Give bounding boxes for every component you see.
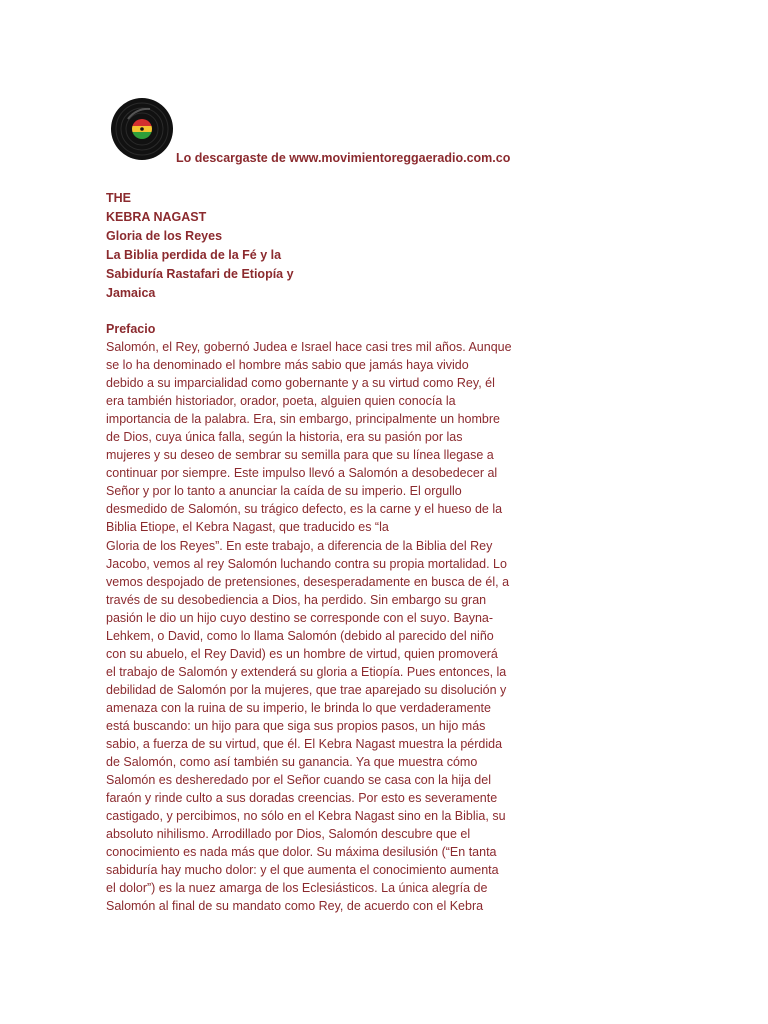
body-line: era también historiador, orador, poeta, alguien quien conocía la (106, 394, 456, 409)
body-line: castigado, y percibimos, no sólo en el Kebra Nagast sino en la Biblia, su (106, 809, 506, 824)
body-line: el dolor”) es la nuez amarga de los Eclesiásticos. La única alegría de (106, 881, 488, 896)
body-line: faraón y rinde culto a sus doradas creencias. Por esto es severamente (106, 791, 498, 806)
body-line: de Salomón, como así también su ganancia. Ya que muestra cómo (106, 755, 478, 770)
title-line: KEBRA NAGAST (106, 210, 207, 224)
vinyl-record-reggae-icon (110, 97, 174, 161)
body-line: través de su desobediencia a Dios, ha perdido. Sin embargo su gran (106, 592, 487, 607)
body-line: mujeres y su deseo de sembrar su semilla para que su línea llegase a (106, 448, 494, 463)
body-line: amenaza con la ruina de su imperio, le brinda lo que verdaderamente (106, 700, 491, 715)
preface-heading: Prefacio (106, 322, 156, 336)
body-line: de Dios, cuya única falla, según la historia, era su pasión por las (106, 430, 463, 445)
body-line: desmedido de Salomón, su trágico defecto, es la carne y el hueso de la (106, 502, 503, 517)
body-line: Lehkem, o David, como lo llama Salomón (debido al parecido del niño (106, 628, 494, 643)
body-line: vemos despojado de pretensiones, desesperadamente en busca de él, a (106, 574, 510, 589)
body-line: Salomón al final de su mandato como Rey, de acuerdo con el Kebra (106, 899, 484, 914)
body-line: importancia de la palabra. Era, sin embargo, principalmente un hombre (106, 412, 500, 427)
body-line: sabio, a fuerza de su virtud, que él. El Kebra Nagast muestra la pérdida (106, 737, 503, 752)
body-line: se lo ha denominado el hombre más sabio que jamás haya vivido (106, 358, 469, 373)
title-line: Jamaica (106, 286, 156, 300)
body-line: debido a su imparcialidad como gobernante y a su virtud como Rey, él (106, 376, 495, 391)
body-line: debilidad de Salomón por la mujeres, que trae aparejado su disolución y (106, 682, 507, 697)
body-line: Gloria de los Reyes”. En este trabajo, a diferencia de la Biblia del Rey (106, 538, 493, 553)
body-line: está buscando: un hijo para que siga sus propios pasos, un hijo más (106, 718, 486, 733)
body-line: conocimiento es nada más que dolor. Su máxima desilusión (“En tanta (106, 845, 497, 860)
title-line: Sabiduría Rastafari de Etiopía y (106, 267, 294, 281)
body-line: absoluto nihilismo. Arrodillado por Dios, Salomón descubre que el (106, 827, 471, 842)
download-source-text: Lo descargaste de www.movimientoreggaeradio.com.co (176, 151, 511, 165)
body-line: Biblia Etiope, el Kebra Nagast, que traducido es “la (106, 520, 389, 535)
body-line: Señor y por lo tanto a anunciar la caída de su imperio. El orgullo (106, 484, 462, 499)
body-line: Salomón, el Rey, gobernó Judea e Israel hace casi tres mil años. Aunque (106, 340, 512, 354)
body-line: el trabajo de Salomón y extenderá su gloria a Etiopía. Pues entonces, la (106, 664, 507, 679)
title-line: La Biblia perdida de la Fé y la (106, 248, 282, 262)
body-line: con su abuelo, el Rey David) es un hombre de virtud, quien promoverá (106, 646, 498, 661)
body-line: sabiduría hay mucho dolor: y el que aumenta el conocimiento aumenta (106, 863, 499, 878)
body-line: continuar por siempre. Este impulso llevó a Salomón a desobedecer al (106, 466, 498, 481)
title-line: Gloria de los Reyes (106, 229, 223, 243)
document-title (106, 189, 294, 303)
body-line: Jacobo, vemos al rey Salomón luchando contra su propia mortalidad. Lo (106, 556, 507, 571)
body-line: Salomón es desheredado por el Señor cuando se casa con la hija del (106, 773, 491, 788)
body-line: pasión le dio un hijo cuyo destino se corresponde con el suyo. Bayna- (106, 610, 494, 625)
preface-body (106, 338, 518, 916)
title-line: THE (106, 191, 131, 205)
